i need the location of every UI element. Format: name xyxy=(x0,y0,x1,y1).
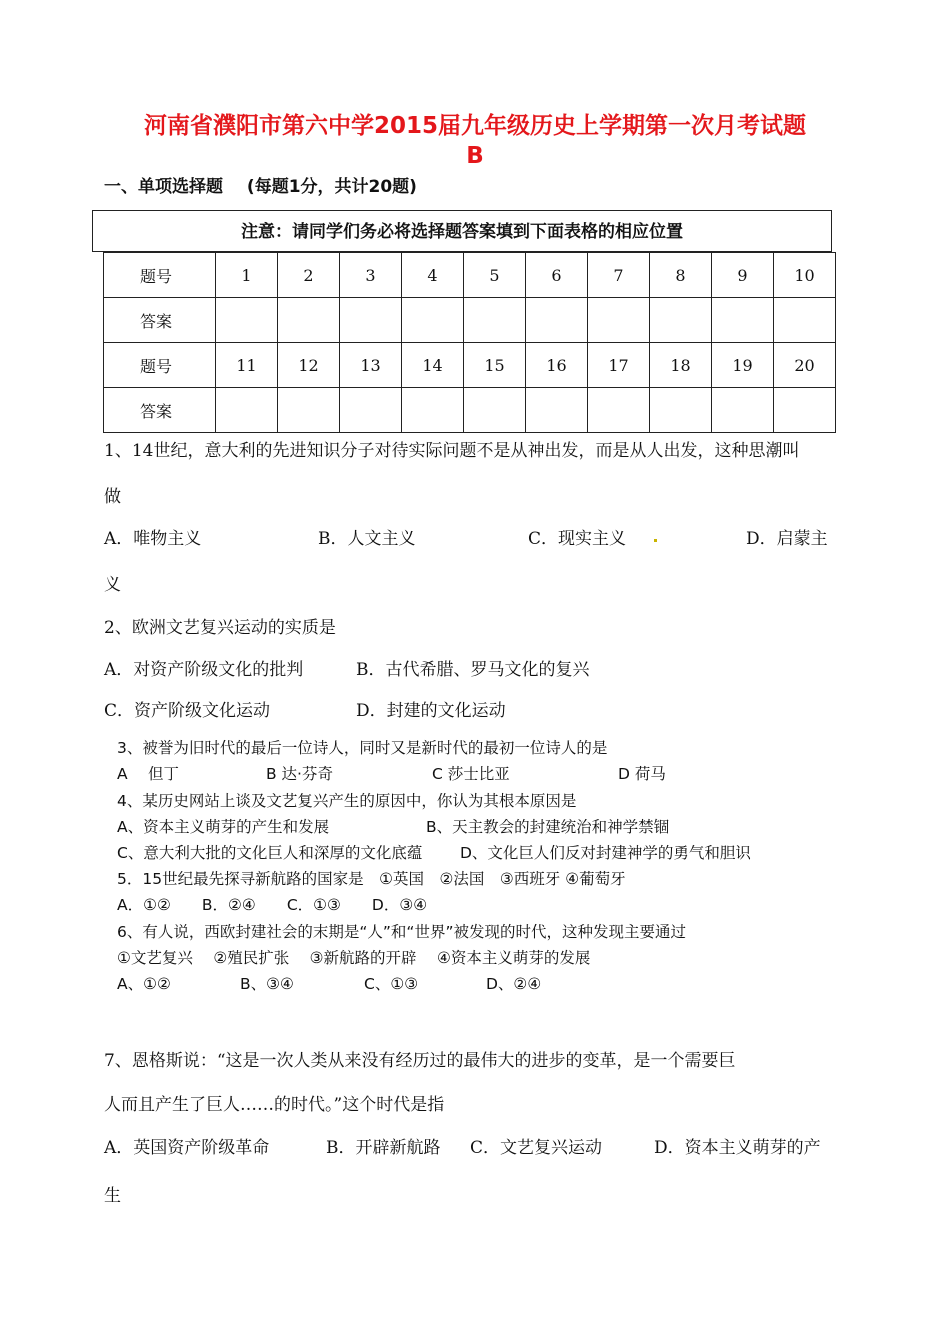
cell-number: 11 xyxy=(216,343,278,388)
table-row xyxy=(104,343,836,388)
question-1-stem-cont: 做 xyxy=(104,487,121,507)
cell-number: 10 xyxy=(774,253,836,298)
cell-number: 4 xyxy=(402,253,464,298)
section-heading xyxy=(104,172,417,197)
row-label-number: 题号 xyxy=(104,343,216,388)
question-2-option-a: A．对资产阶级文化的批判 xyxy=(104,660,304,680)
answer-cell[interactable] xyxy=(464,388,526,433)
question-1-option-c: C．现实主义 xyxy=(528,529,627,549)
question-7-option-c: C．文艺复兴运动 xyxy=(470,1138,603,1158)
answer-cell[interactable] xyxy=(526,388,588,433)
question-6-option-b: B、③④ xyxy=(240,975,294,993)
answer-cell[interactable] xyxy=(712,388,774,433)
cell-number: 1 xyxy=(216,253,278,298)
answer-cell[interactable] xyxy=(712,298,774,343)
table-row xyxy=(104,253,836,298)
cell-number: 13 xyxy=(340,343,402,388)
question-7-stem: 7、恩格斯说：“这是一次人类从来没有经历过的最伟大的进步的变革，是一个需要巨 xyxy=(104,1051,736,1071)
cell-number: 19 xyxy=(712,343,774,388)
question-7-option-d-cont: 生 xyxy=(104,1186,121,1206)
scan-dot xyxy=(654,539,657,542)
question-4-option-d: D、文化巨人们反对封建神学的勇气和胆识 xyxy=(460,844,751,862)
answer-cell[interactable] xyxy=(774,298,836,343)
question-7-option-d: D．资本主义萌芽的产 xyxy=(654,1138,821,1158)
question-1-option-d: D．启蒙主 xyxy=(746,529,828,549)
question-4-stem: 4、某历史网站上谈及文艺复兴产生的原因中，你认为其根本原因是 xyxy=(117,792,577,810)
question-3-option-c: C 莎士比亚 xyxy=(432,765,510,783)
question-3-option-a: A 但丁 xyxy=(117,765,180,783)
cell-number: 14 xyxy=(402,343,464,388)
question-4-option-b: B、天主教会的封建统治和神学禁锢 xyxy=(426,818,670,836)
cell-number: 15 xyxy=(464,343,526,388)
question-1-option-a: A．唯物主义 xyxy=(104,529,202,549)
answer-cell[interactable] xyxy=(278,388,340,433)
page-title: 河南省濮阳市第六中学2015届九年级历史上学期第一次月考试题 xyxy=(143,113,806,139)
row-label-number: 题号 xyxy=(104,253,216,298)
question-6-option-c: C、①③ xyxy=(364,975,419,993)
question-6-option-a: A、①② xyxy=(117,975,171,993)
row-label-answer: 答案 xyxy=(104,298,216,343)
cell-number: 16 xyxy=(526,343,588,388)
question-7-stem-cont: 人而且产生了巨人……的时代。”这个时代是指 xyxy=(104,1095,445,1115)
question-1-option-b: B．人文主义 xyxy=(318,529,416,549)
cell-number: 12 xyxy=(278,343,340,388)
question-4-option-a: A、资本主义萌芽的产生和发展 xyxy=(117,818,330,836)
question-6-option-d: D、②④ xyxy=(486,975,542,993)
cell-number: 7 xyxy=(588,253,650,298)
answer-cell[interactable] xyxy=(464,298,526,343)
table-row xyxy=(104,298,836,343)
question-3-option-d: D 荷马 xyxy=(618,765,666,783)
answer-cell[interactable] xyxy=(278,298,340,343)
answer-cell[interactable] xyxy=(216,388,278,433)
cell-number: 8 xyxy=(650,253,712,298)
cell-number: 3 xyxy=(340,253,402,298)
question-1-option-d-cont: 义 xyxy=(104,575,121,595)
question-5-options: A．①② B．②④ C．①③ D．③④ xyxy=(117,896,428,914)
answer-cell[interactable] xyxy=(216,298,278,343)
cell-number: 2 xyxy=(278,253,340,298)
question-5-stem: 5．15世纪最先探寻新航路的国家是 ①英国 ②法国 ③西班牙 ④葡萄牙 xyxy=(117,870,626,888)
answer-grid xyxy=(103,252,836,433)
notice-box: 注意：请同学们务必将选择题答案填到下面表格的相应位置 xyxy=(92,210,832,252)
answer-cell[interactable] xyxy=(588,388,650,433)
page-title-suffix: B xyxy=(466,143,484,169)
answer-cell[interactable] xyxy=(650,298,712,343)
cell-number: 17 xyxy=(588,343,650,388)
answer-cell[interactable] xyxy=(650,388,712,433)
question-6-items: ①文艺复兴 ②殖民扩张 ③新航路的开辟 ④资本主义萌芽的发展 xyxy=(117,949,591,967)
question-2-option-c: C．资产阶级文化运动 xyxy=(104,701,271,721)
question-1-stem: 1、14世纪，意大利的先进知识分子对待实际问题不是从神出发，而是从人出发，这种思潮叫 xyxy=(104,441,800,461)
cell-number: 6 xyxy=(526,253,588,298)
question-3-option-b: B 达·芬奇 xyxy=(266,765,333,783)
question-4-option-c: C、意大利大批的文化巨人和深厚的文化底蕴 xyxy=(117,844,423,862)
answer-cell[interactable] xyxy=(340,298,402,343)
answer-cell[interactable] xyxy=(526,298,588,343)
answer-cell[interactable] xyxy=(340,388,402,433)
section-scoring-note: (每题1分，共计20题) xyxy=(246,177,417,197)
question-7-option-a: A．英国资产阶级革命 xyxy=(104,1138,270,1158)
answer-cell[interactable] xyxy=(588,298,650,343)
question-2-option-d: D．封建的文化运动 xyxy=(356,701,506,721)
question-7-option-b: B．开辟新航路 xyxy=(326,1138,441,1158)
question-2-option-b: B．古代希腊、罗马文化的复兴 xyxy=(356,660,590,680)
question-3-stem: 3、被誉为旧时代的最后一位诗人，同时又是新时代的最初一位诗人的是 xyxy=(117,739,608,757)
question-2-stem: 2、欧洲文艺复兴运动的实质是 xyxy=(104,618,336,638)
row-label-answer: 答案 xyxy=(104,388,216,433)
cell-number: 18 xyxy=(650,343,712,388)
cell-number: 20 xyxy=(774,343,836,388)
question-6-stem: 6、有人说，西欧封建社会的末期是“人”和“世界”被发现的时代，这种发现主要通过 xyxy=(117,923,686,941)
answer-cell[interactable] xyxy=(402,298,464,343)
answer-cell[interactable] xyxy=(402,388,464,433)
cell-number: 9 xyxy=(712,253,774,298)
cell-number: 5 xyxy=(464,253,526,298)
answer-cell[interactable] xyxy=(774,388,836,433)
section-heading-label: 一、单项选择题 xyxy=(104,177,223,197)
table-row xyxy=(104,388,836,433)
